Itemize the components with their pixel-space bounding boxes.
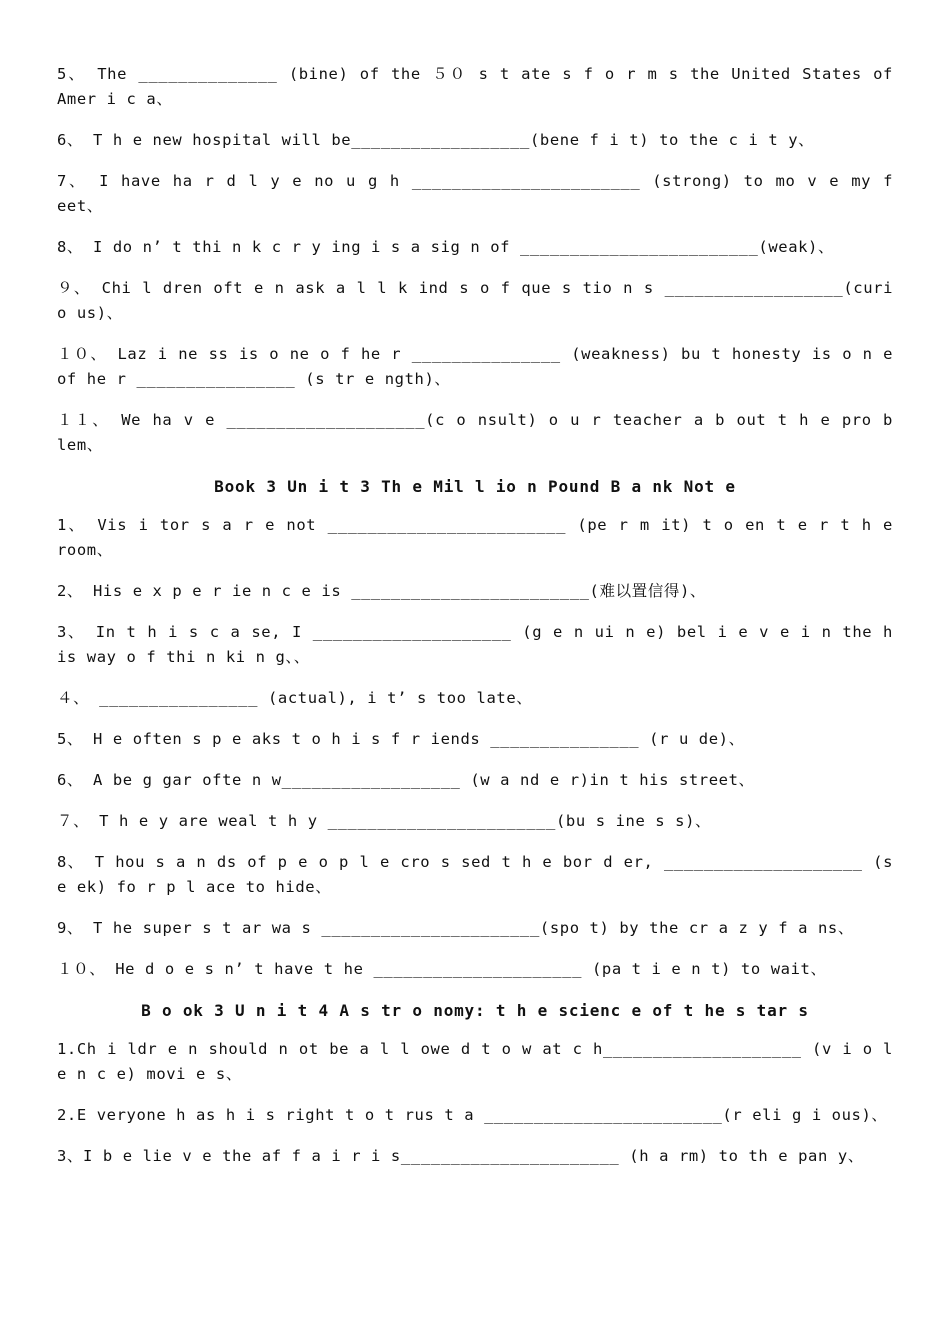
exercise-item: 2.E veryone h as h i s right t o t rus t a ________________________(r eli g i ous)、 xyxy=(57,1106,888,1124)
exercise-item: ９、 Chi l dren oft e n ask a l l k ind s o f que s tio n s __________________(curi o us)、 xyxy=(57,279,893,322)
exercise-item: ４、 ________________ (actual), i t’ s too late、 xyxy=(57,689,533,707)
exercise-item: 8、 I do n’ t thi n k c r y ing i s a sig n of ________________________(weak)、 xyxy=(57,238,835,256)
exercise-item: 1、 Vis i tor s a r e not ________________________ (pe r m it) t o en t e r t h e room、 xyxy=(57,516,893,559)
unit4-exercises xyxy=(57,1037,893,1169)
exercise-item: ７、 T h e y are weal t h y _______________________(bu s ine s s)、 xyxy=(57,812,712,830)
exercise-item: 7、 I have ha r d l y e no u g h _______________________ (strong) to mo v e my f eet、 xyxy=(57,172,893,215)
exercise-item: 6、 A be g gar ofte n w__________________ (w a nd e r)in t his street、 xyxy=(57,771,755,789)
exercise-item: 6、 T h e new hospital will be__________________(bene f i t) to the c i t y、 xyxy=(57,131,815,149)
exercise-item: １０、 Laz i ne ss is o ne o f he r _______________ (weakness) bu t honesty is o n e of he r ________________ (s tr e ngth)、 xyxy=(57,345,893,388)
exercise-item: １０、 He d o e s n’ t have t he _____________________ (pa t i e n t) to wait、 xyxy=(57,960,827,978)
unit3-heading: Book 3 Un i t 3 Th e Mil l io n Pound B a nk Not e xyxy=(214,477,736,496)
exercise-item: 5、 The ______________ (bine) of the ５０ s t ate s f o r m s the United States of Amer i c a、 xyxy=(57,65,893,108)
exercise-item: 9、 T he super s t ar wa s ______________________(spo t) by the cr a z y f a ns、 xyxy=(57,919,854,937)
unit3-exercises xyxy=(57,513,893,982)
unit2-exercises xyxy=(57,62,893,458)
exercise-item: 5、 H e often s p e aks t o h i s f r iends _______________ (r u de)、 xyxy=(57,730,745,748)
exercise-item: 2、 His e x p e r ie n c e is ________________________(难以置信得)、 xyxy=(57,582,707,600)
unit4-heading: B o ok 3 U n i t 4 A s tr o nomy: t h e scienc e of t he s tar s xyxy=(141,1001,809,1020)
exercise-item: 3、 In t h i s c a se, I ____________________ (g e n ui n e) bel i e v e i n the h is way o f thi n ki n g、、 xyxy=(57,623,893,666)
exercise-item: 8、 T hou s a n ds of p e o p l e cro s sed t h e bor d er, ____________________ (s e ek) fo r p l ace to hide、 xyxy=(57,853,893,896)
worksheet-page xyxy=(57,62,893,1185)
exercise-item: １１、 We ha v e ____________________(c o nsult) o u r teacher a b out t h e pro b lem、 xyxy=(57,411,893,454)
exercise-item: 1.Ch i ldr e n should n ot be a l l owe d t o w at c h____________________ (v i o l e n c e) movi e s、 xyxy=(57,1040,893,1083)
exercise-item: 3、I b e lie v e the af f a i r i s______________________ (h a rm) to th e pan y、 xyxy=(57,1147,864,1165)
